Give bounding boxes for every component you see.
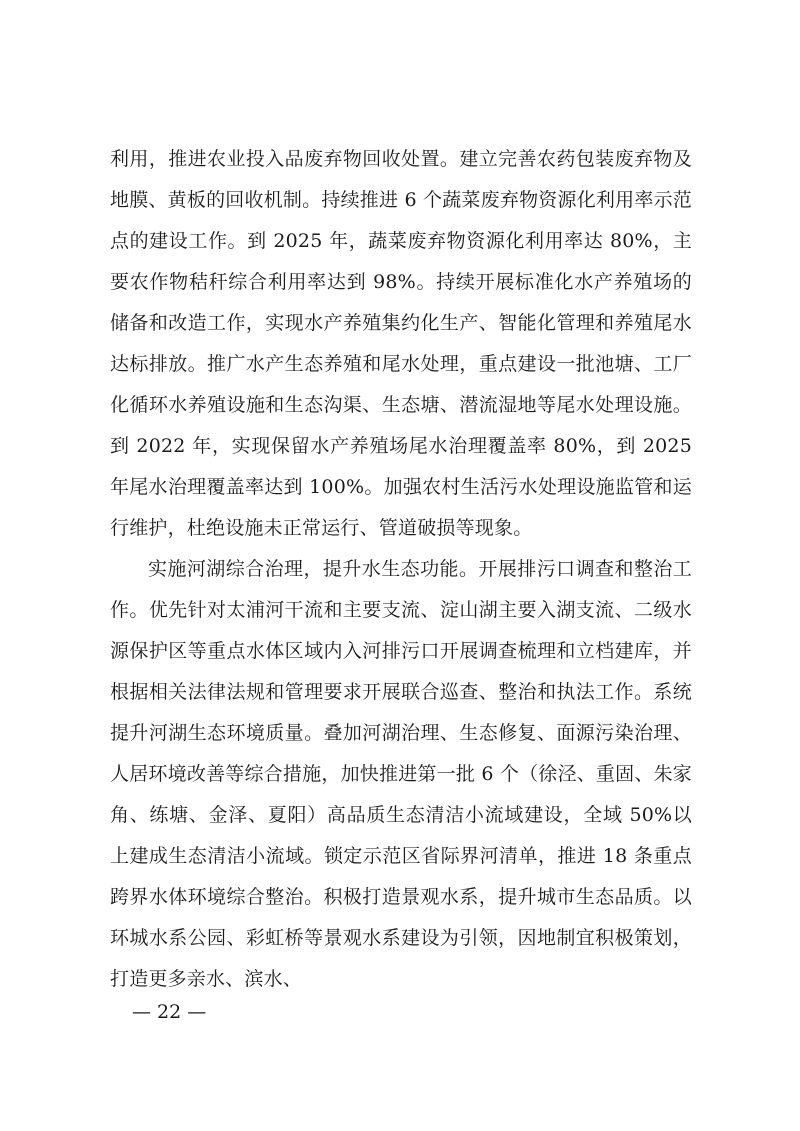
paragraph-2: 实施河湖综合治理，提升水生态功能。开展排污口调查和整治工作。优先针对太浦河干流和主要支流、淀山湖主要入湖支流、二级水源保护区等重点水体区域内入河排污口开展调查梳理和立档建库，并根据相关法律法规和管理要求开展联合巡查、整治和执法工作。系统提升河湖生态环境质量。叠加河湖治理、生态修复、面源污染治理、人居环境改善等综合措施，加快推进第一批 6 个（徐泾、重固、朱家角、练塘、金泽、夏阳）高品质生态清洁小流域建设，全域 50%以上建成生态清洁小流域。锁定示范区省际界河清单，推进 18 条重点跨界水体环境综合整治。积极打造景观水系，提升城市生态品质。以环城水系公园、彩虹桥等景观水系建设为引领，因地制宜积极策划，打造更多亲水、滨水、 [110,558,692,990]
body-text [110,139,692,1000]
page-number: — 22 — [132,1001,207,1023]
paragraph-1: 利用，推进农业投入品废弃物回收处置。建立完善农药包装废弃物及地膜、黄板的回收机制。持续推进 6 个蔬菜废弃物资源化利用率示范点的建设工作。到 2025 年，蔬菜废弃物资源化利用率达 80%，主要农作物秸秆综合利用率达到 98%。持续开展标准化水产养殖场的储备和改造工作，实现水产养殖集约化生产、智能化管理和养殖尾水达标排放。推广水产生态养殖和尾水处理，重点建设一批池塘、工厂化循环水养殖设施和生态沟渠、生态塘、潜流湿地等尾水处理设施。到 2022 年，实现保留水产养殖场尾水治理覆盖率 80%，到 2025 年尾水治理覆盖率达到 100%。加强农村生活污水处理设施监管和运行维护，杜绝设施未正常运行、管道破损等现象。 [110,148,692,539]
